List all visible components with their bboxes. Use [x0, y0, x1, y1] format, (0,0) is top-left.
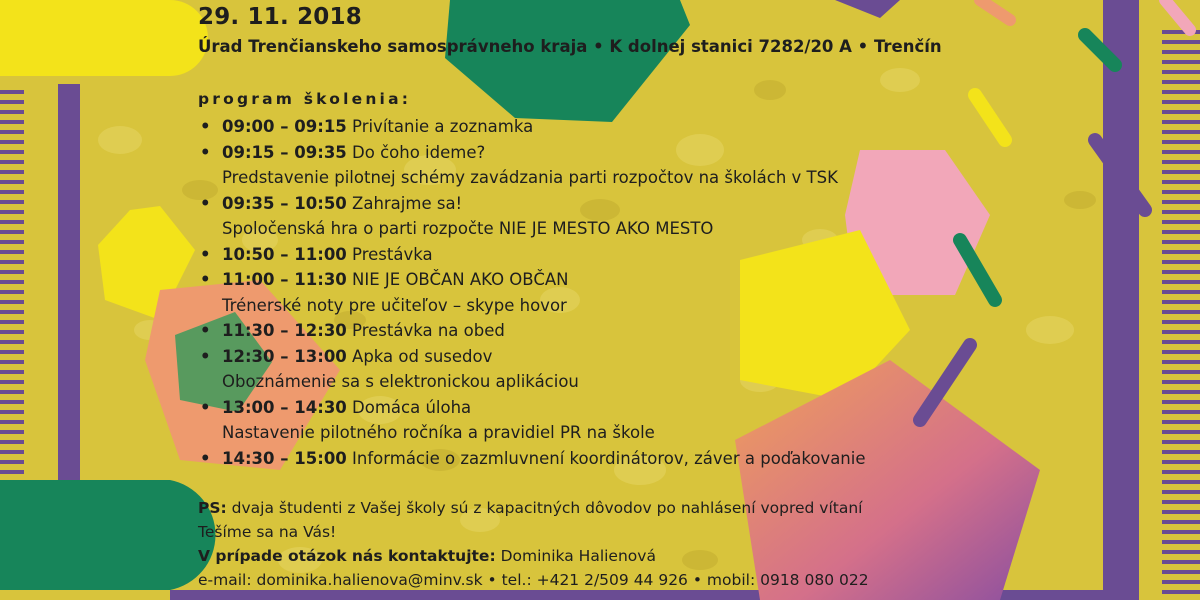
event-date: 29. 11. 2018	[198, 4, 362, 30]
schedule-title: Zahrajme sa!	[352, 193, 463, 213]
schedule-time: 14:30 – 15:00	[222, 448, 347, 468]
schedule-title: Domáca úloha	[352, 397, 472, 417]
schedule-description: Nastavenie pilotného ročníka a pravidiel PR na škole	[222, 423, 655, 442]
schedule-title: Informácie o zazmluvnení koordinátorov, záver a poďakovanie	[352, 448, 866, 468]
schedule-title: Privítanie a zoznamka	[352, 117, 534, 136]
schedule-time: 11:30 – 12:30	[222, 321, 347, 340]
schedule-time: 13:00 – 14:30	[222, 397, 347, 417]
schedule-description: Oboznámenie sa s elektronickou aplikáciou	[222, 372, 579, 391]
footer-info	[198, 496, 1098, 592]
event-address: Úrad Trenčianskeho samosprávneho kraja • K dolnej stanici 7282/20 A • Trenčín	[198, 37, 942, 56]
schedule-title: Apka od susedov	[352, 346, 493, 366]
schedule-item	[198, 114, 1078, 140]
schedule-item	[198, 344, 1078, 395]
schedule-item	[198, 318, 1078, 344]
schedule-time: 09:00 – 09:15	[222, 117, 347, 136]
program-title: program školenia:	[198, 90, 412, 108]
contact-name: Dominika Halienová	[495, 547, 656, 565]
schedule-item	[198, 191, 1078, 242]
schedule-item	[198, 242, 1078, 268]
program-schedule	[198, 114, 1078, 471]
schedule-time: 11:00 – 11:30	[222, 270, 347, 289]
schedule-item	[198, 267, 1078, 318]
schedule-description: Trénerské noty pre učiteľov – skype hovor	[222, 295, 567, 315]
schedule-description: Predstavenie pilotnej schémy zavádzania parti rozpočtov na školách v TSK	[222, 168, 838, 187]
greeting: Tešíme sa na Vás!	[198, 523, 337, 541]
schedule-time: 12:30 – 13:00	[222, 346, 347, 366]
schedule-item	[198, 446, 1078, 472]
schedule-item	[198, 140, 1078, 191]
schedule-time: 10:50 – 11:00	[222, 244, 347, 264]
schedule-time: 09:15 – 09:35	[222, 142, 347, 162]
ps-label: PS:	[198, 499, 227, 517]
ps-text: dvaja študenti z Vašej školy sú z kapacitných dôvodov po nahlásení vopred vítaní	[226, 499, 863, 517]
contact-note	[198, 544, 1098, 568]
schedule-title: Do čoho ideme?	[352, 142, 486, 162]
ps-note	[198, 496, 1098, 520]
schedule-title: Prestávka	[352, 244, 433, 264]
schedule-description: Spoločenská hra o parti rozpočte NIE JE MESTO AKO MESTO	[222, 219, 714, 238]
schedule-item	[198, 395, 1078, 446]
contact-label: V prípade otázok nás kontaktujte:	[198, 547, 496, 565]
contact-line: e-mail: dominika.halienova@minv.sk • tel.: +421 2/509 44 926 • mobil: 0918 080 022	[198, 571, 869, 589]
schedule-title: NIE JE OBČAN AKO OBČAN	[352, 270, 569, 289]
schedule-time: 09:35 – 10:50	[222, 193, 347, 213]
schedule-title: Prestávka na obed	[352, 321, 505, 340]
